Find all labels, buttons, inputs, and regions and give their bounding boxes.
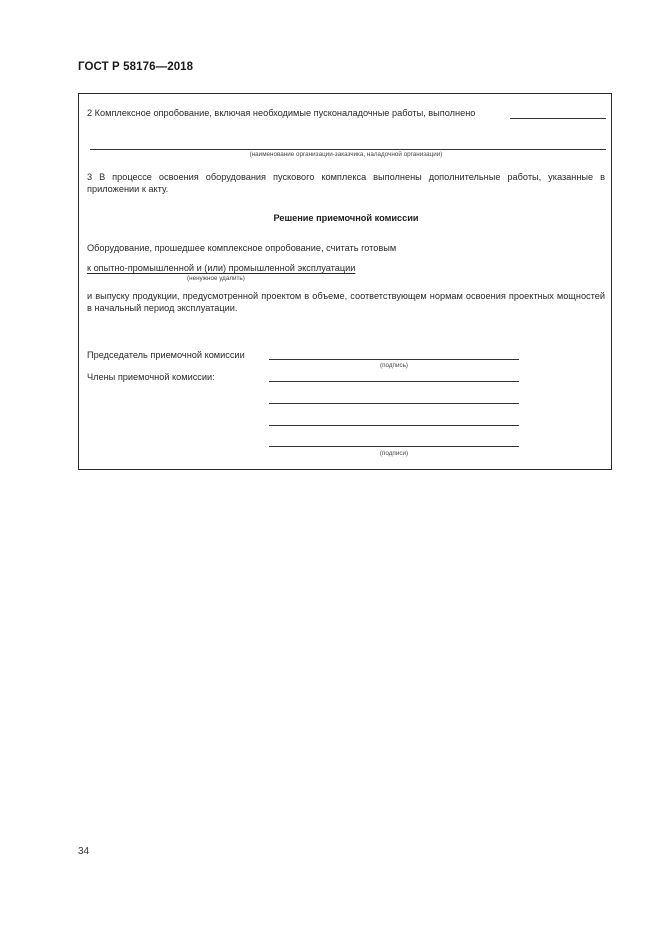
option-caption: (ненужное удалить) <box>187 275 245 282</box>
member-signature-line-4[interactable] <box>269 446 519 447</box>
section-3-text: 3 В процессе освоения оборудования пускового комплекса выполнены дополнительные работы, указанные в приложении к акту. <box>87 172 605 194</box>
chairman-label: Председатель приемочной комиссии <box>87 350 245 360</box>
act-form-frame <box>78 93 612 470</box>
organization-name-caption: (наименование организации-заказчика, наладочной организации) <box>249 151 443 158</box>
section-2-inline-blank[interactable] <box>510 118 606 119</box>
chairman-signature-line[interactable] <box>269 359 519 360</box>
member-signature-line-3[interactable] <box>269 425 519 426</box>
standard-code-header: ГОСТ Р 58176—2018 <box>78 61 194 73</box>
page-number: 34 <box>78 846 90 857</box>
members-label: Члены приемочной комиссии: <box>87 372 215 382</box>
members-signature-caption: (подписи) <box>379 450 409 457</box>
section-2-text: 2 Комплексное опробование, включая необходимые пусконаладочные работы, выполнено <box>87 108 476 118</box>
chairman-signature-caption: (подпись) <box>380 362 408 369</box>
operation-type-option: к опытно-промышленной и (или) промышленной эксплуатации <box>87 263 356 273</box>
decision-line-1: Оборудование, прошедшее комплексное опробование, считать готовым <box>87 243 397 253</box>
organization-name-blank[interactable] <box>90 149 606 150</box>
member-signature-line-2[interactable] <box>269 403 519 404</box>
decision-line-2: и выпуску продукции, предусмотренной проектом в объеме, соответствующем нормам освоения проектных мощностей в начальный период эксплуатации. <box>87 291 605 313</box>
member-signature-line-1[interactable] <box>269 381 519 382</box>
decision-title: Решение приемочной комиссии <box>273 213 419 223</box>
